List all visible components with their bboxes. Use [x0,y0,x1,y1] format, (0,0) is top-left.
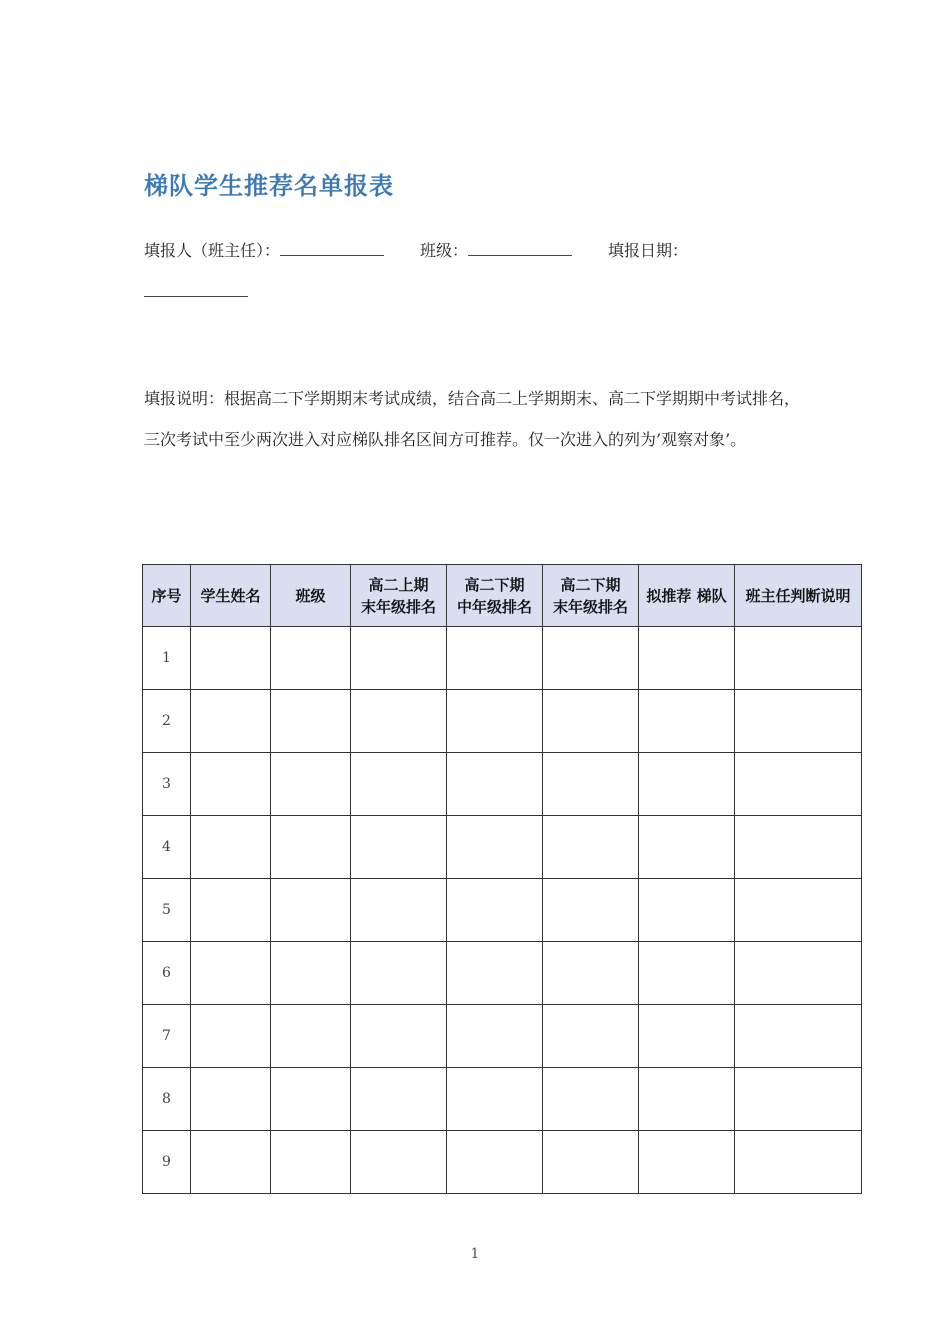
table-cell[interactable] [191,627,271,690]
table-cell[interactable] [351,816,447,879]
page-number: 1 [470,1246,480,1262]
date-label: 填报日期： [608,241,689,260]
table-cell[interactable] [351,879,447,942]
table-cell[interactable] [271,942,351,1005]
row-index: 3 [143,753,191,816]
table-cell[interactable] [639,753,735,816]
table-cell[interactable] [351,753,447,816]
table-cell[interactable] [271,1005,351,1068]
col-header-rank-g2-spring-final: 高二下期 末年级排名 [543,565,639,627]
table-cell[interactable] [639,942,735,1005]
table-cell[interactable] [735,942,862,1005]
table-row [143,942,862,1005]
table-cell[interactable] [735,690,862,753]
recommendation-table [142,564,862,1194]
table-cell[interactable] [447,942,543,1005]
row-index: 1 [143,627,191,690]
table-cell[interactable] [271,879,351,942]
table-cell[interactable] [735,1131,862,1194]
table-cell[interactable] [447,627,543,690]
table-cell[interactable] [271,816,351,879]
table-cell[interactable] [543,1068,639,1131]
table-cell[interactable] [191,942,271,1005]
row-index: 4 [143,816,191,879]
table-cell[interactable] [639,627,735,690]
table-cell[interactable] [543,816,639,879]
table-cell[interactable] [543,1131,639,1194]
col-header-recommended-tier: 拟推荐 梯队 [639,565,735,627]
table-cell[interactable] [639,1068,735,1131]
table-row [143,753,862,816]
table-cell[interactable] [191,1131,271,1194]
table-cell[interactable] [271,753,351,816]
reporter-label: 填报人（班主任）： [144,241,281,260]
col-header-rank-g2-spring-midterm: 高二下期 中年级排名 [447,565,543,627]
table-cell[interactable] [447,690,543,753]
table-cell[interactable] [191,690,271,753]
table-cell[interactable] [351,1005,447,1068]
row-index: 2 [143,690,191,753]
table-row [143,1068,862,1131]
table-cell[interactable] [639,690,735,753]
table-cell[interactable] [639,1005,735,1068]
fill-in-fields [144,238,688,261]
table-cell[interactable] [351,627,447,690]
table-cell[interactable] [735,816,862,879]
table-row [143,816,862,879]
table-cell[interactable] [735,879,862,942]
table-cell[interactable] [543,627,639,690]
table-cell[interactable] [271,627,351,690]
table-cell[interactable] [351,1131,447,1194]
reporter-field[interactable] [280,239,384,256]
table-row [143,879,862,942]
page-title: 梯队学生推荐名单报表 [144,172,394,200]
table-cell[interactable] [351,690,447,753]
table-cell[interactable] [735,753,862,816]
table-cell[interactable] [447,1131,543,1194]
row-index: 8 [143,1068,191,1131]
table-header-row [143,565,862,627]
col-header-rank-g2-fall-final: 高二上期 末年级排名 [351,565,447,627]
class-field[interactable] [468,239,572,256]
table-cell[interactable] [543,1005,639,1068]
table-cell[interactable] [271,690,351,753]
table-cell[interactable] [543,879,639,942]
row-index: 6 [143,942,191,1005]
col-header-index: 序号 [143,565,191,627]
table-cell[interactable] [191,879,271,942]
table-cell[interactable] [447,879,543,942]
row-index: 7 [143,1005,191,1068]
table-row [143,627,862,690]
col-header-teacher-notes: 班主任判断说明 [735,565,862,627]
table-cell[interactable] [735,1005,862,1068]
table-cell[interactable] [191,1068,271,1131]
table-cell[interactable] [447,816,543,879]
table-cell[interactable] [351,942,447,1005]
class-label: 班级： [420,241,469,260]
date-field[interactable] [144,296,248,297]
table-cell[interactable] [735,627,862,690]
table-cell[interactable] [191,816,271,879]
table-cell[interactable] [351,1068,447,1131]
table-cell[interactable] [639,879,735,942]
col-header-class: 班级 [271,565,351,627]
table-cell[interactable] [191,1005,271,1068]
row-index: 9 [143,1131,191,1194]
table-row [143,1131,862,1194]
instructions-text: 填报说明：根据高二下学期期末考试成绩，结合高二上学期期末、高二下学期期中考试排名，三次考试中至少两次进入对应梯队排名区间方可推荐。仅一次进入的列为’观察对象’。 [144,389,801,449]
table-cell[interactable] [543,690,639,753]
table-cell[interactable] [639,816,735,879]
row-index: 5 [143,879,191,942]
table-cell[interactable] [543,753,639,816]
table-cell[interactable] [639,1131,735,1194]
table-cell[interactable] [735,1068,862,1131]
table-cell[interactable] [447,1068,543,1131]
table-cell[interactable] [447,753,543,816]
table-cell[interactable] [271,1068,351,1131]
col-header-student-name: 学生姓名 [191,565,271,627]
table-cell[interactable] [191,753,271,816]
table-row [143,690,862,753]
table-cell[interactable] [271,1131,351,1194]
table-cell[interactable] [447,1005,543,1068]
table-row [143,1005,862,1068]
table-cell[interactable] [543,942,639,1005]
